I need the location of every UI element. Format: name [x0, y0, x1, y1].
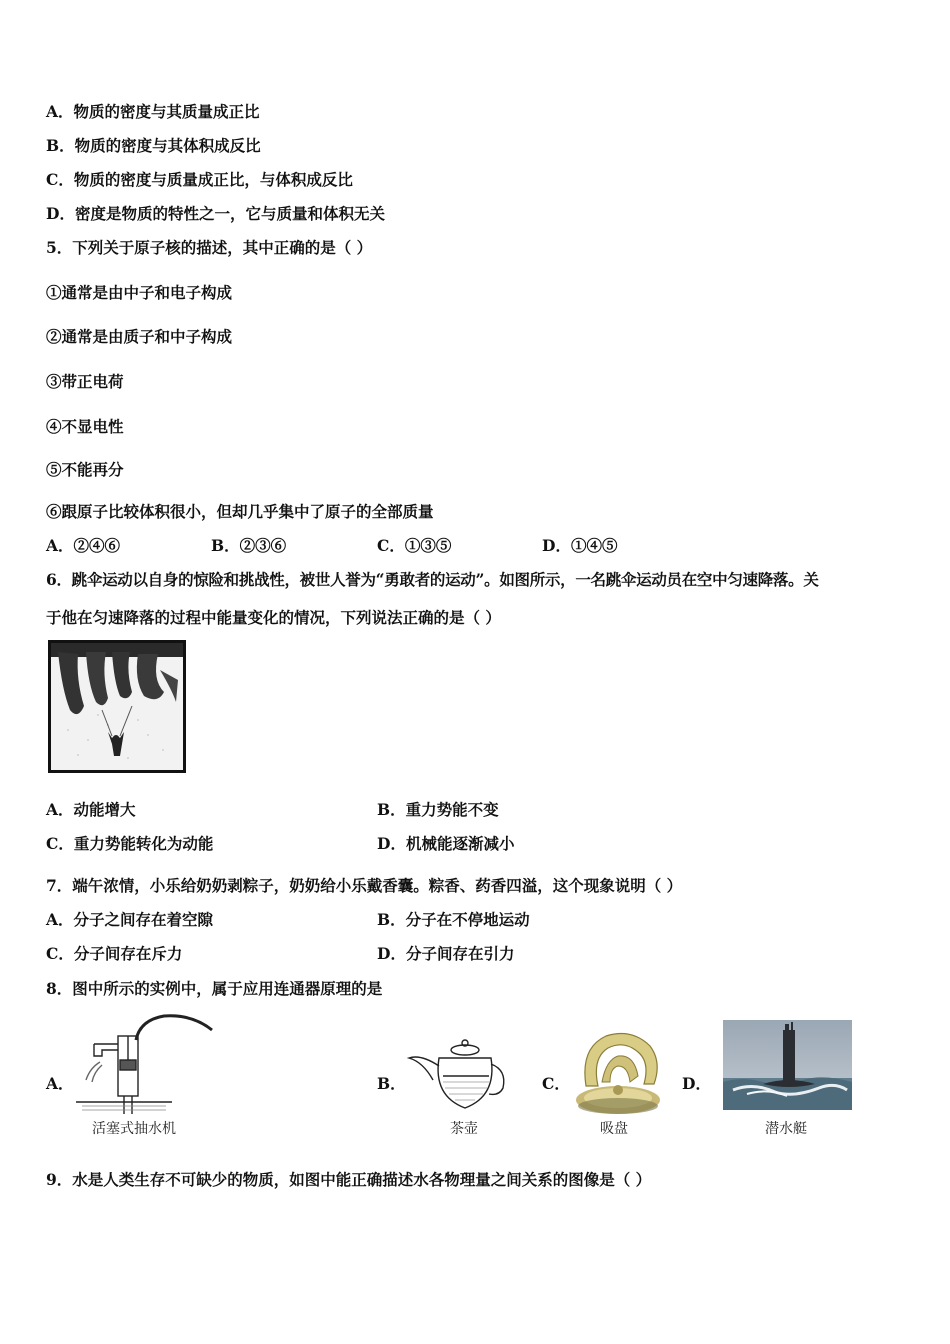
- q5-item-6: ⑥跟原子比较体积很小，但却几乎集中了原子的全部质量: [46, 502, 434, 521]
- q7-option-c: C．分子间存在斥力: [46, 944, 183, 963]
- q4-option-c: C．物质的密度与质量成正比，与体积成反比: [46, 170, 353, 189]
- q5-option-b: B．②③⑥: [211, 536, 287, 555]
- q8-caption-c: 吸盘: [600, 1121, 628, 1137]
- q5-option-d: D．①④⑤: [542, 536, 618, 555]
- q6-stem-line1: 6．跳伞运动以自身的惊险和挑战性，被世人誉为“勇敢者的运动”。如图所示，一名跳伞运动员在空中匀速降落。关: [46, 570, 819, 589]
- q7-option-b: B．分子在不停地运动: [377, 910, 530, 929]
- q5-option-a: A．②④⑥: [46, 536, 121, 555]
- q7-stem: 7．端午浓情，小乐给奶奶剥粽子，奶奶给小乐戴香囊。粽香、药香四溢，这个现象说明（ ）: [46, 876, 683, 895]
- teapot-image: [405, 1036, 509, 1116]
- q8-caption-a: 活塞式抽水机: [92, 1121, 176, 1137]
- q5-item-3: ③带正电荷: [46, 372, 124, 391]
- q6-option-a: A．动能增大: [46, 800, 136, 819]
- piston-pump-image: [72, 1010, 217, 1115]
- q5-stem: 5．下列关于原子核的描述，其中正确的是（ ）: [46, 238, 373, 257]
- q7-option-a: A．分子之间存在着空隙: [46, 910, 214, 929]
- q4-option-d: D．密度是物质的特性之一，它与质量和体积无关: [46, 204, 385, 223]
- q5-item-1: ①通常是由中子和电子构成: [46, 283, 233, 302]
- q5-item-2: ②通常是由质子和中子构成: [46, 327, 233, 346]
- submarine-image: [723, 1020, 852, 1110]
- q8-caption-b: 茶壶: [450, 1121, 478, 1137]
- q6-option-d: D．机械能逐渐减小: [377, 834, 515, 853]
- q4-option-a: A．物质的密度与其质量成正比: [46, 102, 260, 121]
- q6-option-c: C．重力势能转化为动能: [46, 834, 214, 853]
- q8-label-d: D．: [682, 1074, 711, 1093]
- q8-label-a: A．: [46, 1074, 74, 1093]
- q8-stem: 8．图中所示的实例中，属于应用连通器原理的是: [46, 979, 383, 998]
- skydiver-image: [48, 640, 186, 773]
- q9-stem: 9．水是人类生存不可缺少的物质，如图中能正确描述水各物理量之间关系的图像是（ ）: [46, 1170, 652, 1189]
- q5-item-4: ④不显电性: [46, 417, 124, 436]
- q4-option-b: B．物质的密度与其体积成反比: [46, 136, 261, 155]
- q5-item-5: ⑤不能再分: [46, 460, 124, 479]
- q8-label-c: C．: [542, 1074, 570, 1093]
- q8-caption-d: 潜水艇: [765, 1121, 807, 1137]
- q6-stem-line2: 于他在匀速降落的过程中能量变化的情况，下列说法正确的是（ ）: [46, 608, 501, 627]
- q6-option-b: B．重力势能不变: [377, 800, 499, 819]
- q7-option-d: D．分子间存在引力: [377, 944, 515, 963]
- q5-option-c: C．①③⑤: [377, 536, 452, 555]
- suction-cup-image: [572, 1026, 664, 1118]
- q8-label-b: B．: [377, 1074, 406, 1093]
